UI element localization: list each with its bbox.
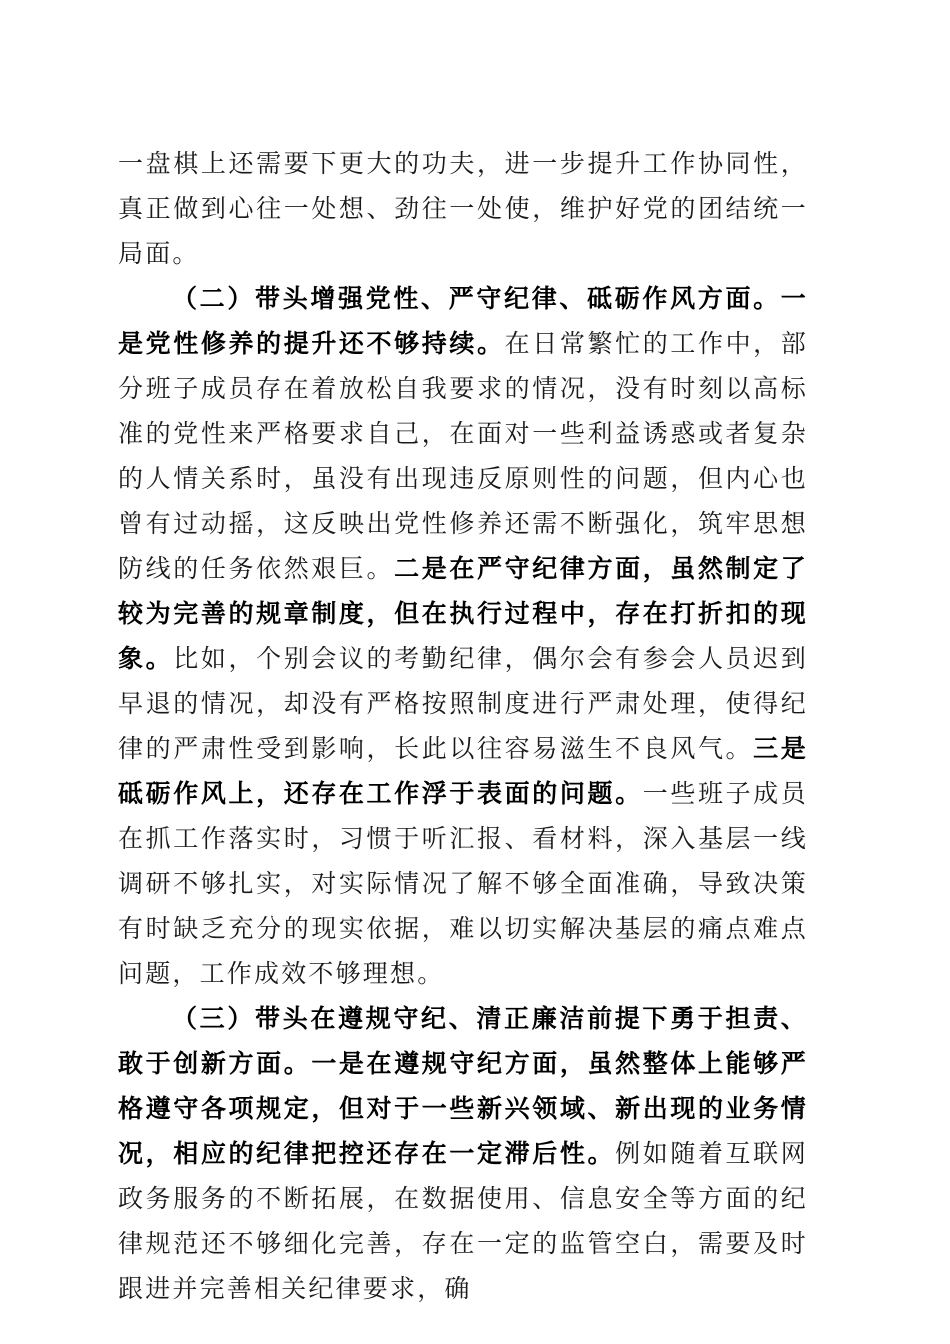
- section-heading: （三）带头在遵规守纪、清正廉洁前提下勇于担责、敢于创新方面。一是在遵规守纪方面，虽然整体上能够严格遵守各项规定，但对于一些新兴领域、新出现的业务情况，相应的纪律把控还存在一定滞后性。: [118, 1004, 808, 1168]
- paragraph-section-2: [118, 276, 808, 996]
- paragraph-section-3: [118, 996, 808, 1311]
- body-text: 一盘棋上还需要下更大的功夫，进一步提升工作协同性，真正做到心往一处想、劲往一处使，维护好党的团结统一局面。: [118, 149, 808, 268]
- section-heading: （二）带头增强党性、严守纪律、砥砺作风方面。一是党性修养的提升还不够持续。: [118, 284, 808, 358]
- body-text: 比如，个别会议的考勤纪律，偶尔会有参会人员迟到早退的情况，却没有严格按照制度进行严肃处理，使得纪律的严肃性受到影响，长此以往容易滋生不良风气。: [118, 644, 808, 763]
- paragraph-continuation: [118, 141, 808, 276]
- body-text: 在日常繁忙的工作中，部分班子成员存在着放松自我要求的情况，没有时刻以高标准的党性来严格要求自己，在面对一些利益诱惑或者复杂的人情关系时，虽没有出现违反原则性的问题，但内心也曾有过动摇，这反映出党性修养还需不断强化，筑牢思想防线的任务依然艰巨。: [118, 329, 809, 583]
- point-heading: 三是砥砺作风上，还存在工作浮于表面的问题。: [118, 734, 808, 808]
- body-text: 例如随着互联网政务服务的不断拓展，在数据使用、信息安全等方面的纪律规范还不够细化完善，存在一定的监管空白，需要及时跟进并完善相关纪律要求，确: [118, 1139, 808, 1303]
- point-heading: 二是在严守纪律方面，虽然制定了较为完善的规章制度，但在执行过程中，存在打折扣的现象。: [118, 554, 808, 673]
- body-text: 一些班子成员在抓工作落实时，习惯于听汇报、看材料，深入基层一线调研不够扎实，对实际情况了解不够全面准确，导致决策有时缺乏充分的现实依据，难以切实解决基层的痛点难点问题，工作成效不够理想。: [118, 779, 808, 988]
- document-body: [118, 141, 808, 1311]
